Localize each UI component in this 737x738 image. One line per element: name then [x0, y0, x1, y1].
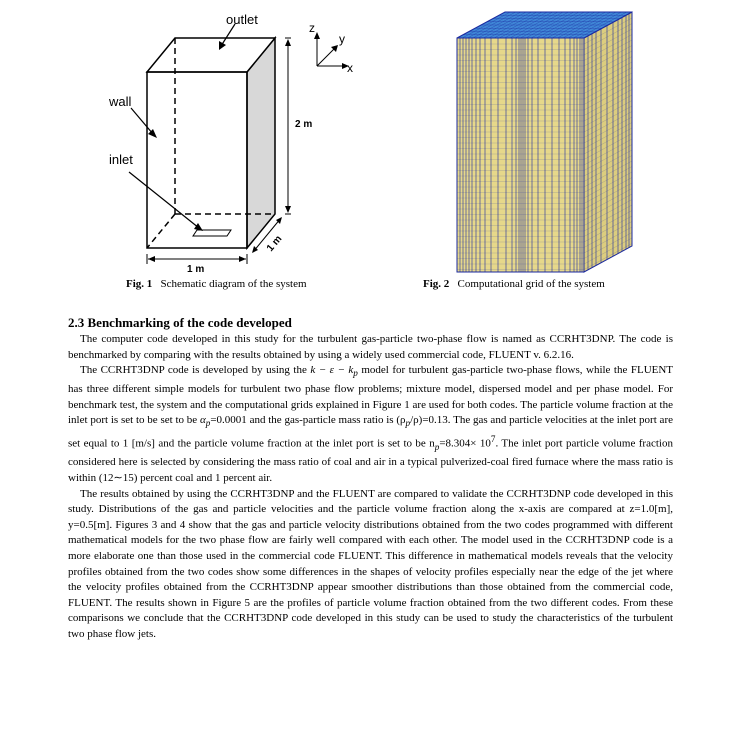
body-text	[68, 332, 673, 643]
outlet-label: outlet	[226, 12, 258, 27]
inlet-arrow	[129, 172, 199, 228]
figure-2-caption	[423, 278, 605, 290]
inlet-port	[193, 230, 231, 236]
paragraph-2: The CCRHT3DNP code is developed by using the $k - \varepsilon - k_p$ model for turbulent gas-particle two-phase flows, while the FLUENT has three different simple models for turbulent two phase flow problems; mixture model, dispersed model and per phase model. For benchmark test, the system and the computational grids explained in Figure 1 are used for both codes. The particle volume fraction at the inlet port is set to be set to be $\alpha_p=0.0001$ and the gas-particle mass ratio is $(\rho_p/\rho)=0.13$. The gas and particle velocities at the inlet port are set equal to 1 [m/s] and the particle volume fraction at the inlet port is set to be $n_p=8.304\times 10^7$. The inlet port particle volume fraction considered here is selected by considering the mass ratio of coal and air in a typical pulverized-coal fired furnace where the mass ratio is within (12∼15) percent coal and 1 percent air.	[68, 364, 674, 484]
figure-1-caption	[126, 278, 307, 290]
inlet-label: inlet	[109, 152, 133, 167]
wall-label: wall	[109, 94, 132, 109]
wall-arrow	[131, 108, 153, 134]
paragraph-3: The results obtained by using the CCRHT3DNP and the FLUENT are compared to validate the CCRHT3DNP code developed in this study. Distributions of the gas and particle velocities and the particle volume fraction along the x-axis are compared at z=1.0[m], y=0.5[m]. Figures 3 and 4 show that the gas and particle velocity distributions obtained from the two codes programmed with different mathematical models for the two phase flow are fairly well compared with each other. The model used in the CCRHT3DNP code is a more elaborate one than those used in the commercial code FLUENT. This difference in mathematical models reveals that the velocity profiles obtained from the two codes show some differences in the shapes of velocity profiles especially near the edge of the jet where the velocity profiles obtained from the CCRHT3DNP appear smoother distributions than those obtained from the commercial code, FLUENT. The results shown in Figure 5 are the profiles of particle volume fraction obtained from the two different codes. From these comparisons we conclude that the CCRHT3DNP code developed in this study can be used to study the characteristics of the turbulent two phase flow jets.	[68, 487, 673, 640]
depth-label: 1 m	[264, 233, 285, 254]
width-label: 1 m	[187, 264, 205, 275]
axis-z-label: z	[309, 21, 315, 35]
box-side-face	[247, 38, 275, 248]
paragraph-1: The computer code developed in this study for the turbulent gas-particle two-phase flow is named as CCRHT3DNP. The code is benchmarked by comparing with the results obtained by using a widely used commercial code, FLUENT v. 6.2.16.	[68, 333, 673, 361]
figure-2-grid	[452, 10, 642, 275]
figure-1-schematic	[95, 8, 355, 278]
box-front-face	[147, 72, 247, 248]
figure-1-caption-text: Schematic diagram of the system	[160, 278, 307, 290]
section-heading: 2.3 Benchmarking of the code developed	[68, 315, 292, 330]
figure-1-caption-label: Fig. 1	[126, 278, 153, 290]
axis-y-label: y	[339, 32, 345, 46]
height-label: 2 m	[295, 119, 313, 130]
figure-2-caption-label: Fig. 2	[423, 278, 450, 290]
axes-indicator	[309, 21, 353, 75]
hidden-edge	[147, 214, 175, 248]
figure-2-caption-text: Computational grid of the system	[457, 278, 605, 290]
axis-x-label: x	[347, 61, 353, 75]
